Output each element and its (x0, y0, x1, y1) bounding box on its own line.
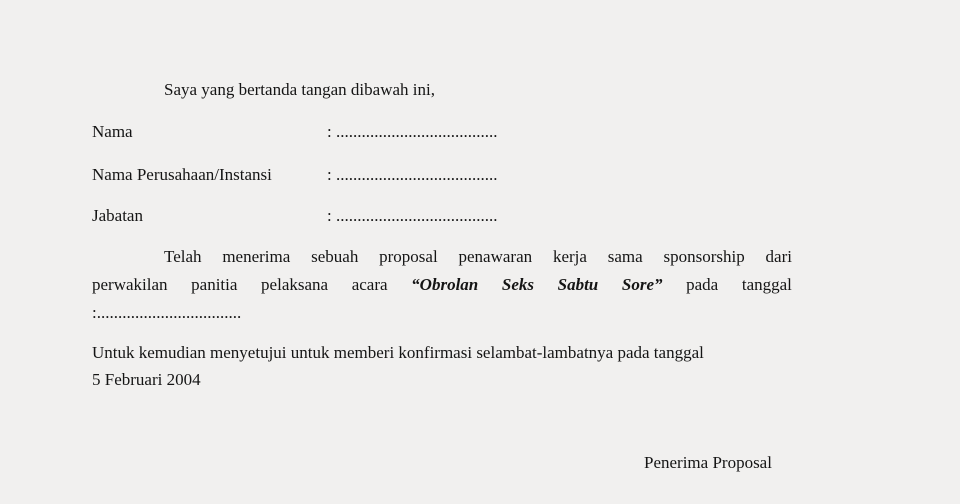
field-value-nama: : ...................................... (327, 122, 498, 141)
field-label-nama: Nama (92, 122, 133, 141)
word: perwakilan (92, 275, 168, 294)
word: acara (351, 275, 388, 294)
word: menerima (222, 247, 291, 266)
paragraph1-date-blank: :.................................. (92, 303, 242, 322)
word: sebuah (311, 247, 359, 266)
field-value-position: : ...................................... (327, 206, 498, 225)
opening-statement: Saya yang bertanda tangan dibawah ini, (164, 80, 435, 99)
word: panitia (191, 275, 238, 294)
word: kerja (552, 247, 587, 266)
field-label-position: Jabatan (92, 206, 143, 225)
paragraph2-line2: 5 Februari 2004 (92, 370, 201, 389)
word: tanggal (741, 275, 792, 294)
event-title-word: Seks (501, 275, 534, 294)
word: penawaran (458, 247, 533, 266)
paragraph2-line1: Untuk kemudian menyetujui untuk memberi konfirmasi selambat-lambatnya pada tanggal (92, 343, 704, 362)
word: proposal (379, 247, 438, 266)
word: pelaksana (261, 275, 329, 294)
signature-label: Penerima Proposal (644, 453, 772, 472)
paragraph1-line2 (92, 275, 792, 295)
field-value-company: : ...................................... (327, 165, 498, 184)
event-title-word: “Obrolan (411, 275, 479, 294)
word: sama (607, 247, 643, 266)
word: Telah (164, 247, 202, 266)
word: dari (765, 247, 792, 266)
word: sponsorship (663, 247, 745, 266)
field-label-company: Nama Perusahaan/Instansi (92, 165, 272, 184)
event-title-word: Sore” (621, 275, 663, 294)
word: pada (686, 275, 719, 294)
event-title-word: Sabtu (557, 275, 599, 294)
paragraph1-line1 (164, 247, 792, 267)
